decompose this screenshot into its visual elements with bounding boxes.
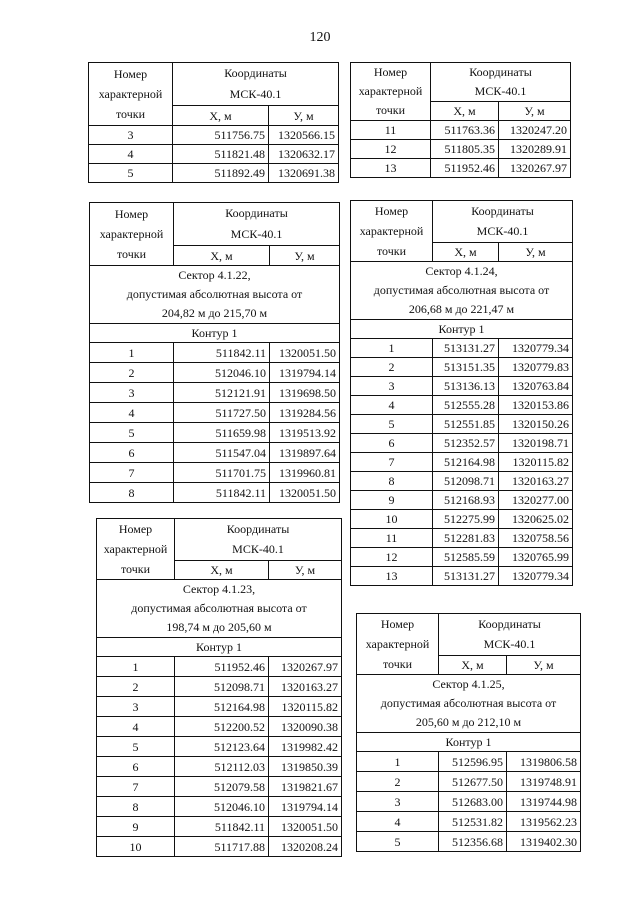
x-coordinate: 511727.50 [174, 403, 270, 423]
point-number: 4 [90, 403, 174, 423]
point-number: 10 [97, 837, 175, 857]
y-coordinate: 1319982.42 [269, 737, 342, 757]
sector-line: 198,74 м до 205,60 м [166, 620, 272, 634]
x-coordinate: 513151.35 [433, 358, 499, 377]
point-number: 7 [97, 777, 175, 797]
table-row [97, 677, 342, 697]
y-coordinate: 1320247.20 [499, 121, 571, 140]
point-number: 5 [351, 415, 433, 434]
x-coordinate: 512585.59 [433, 548, 499, 567]
header-label-line: характерной [358, 84, 423, 98]
header-label-line: характерной [359, 224, 424, 238]
y-coordinate: 1320115.82 [499, 453, 573, 472]
table-row [357, 792, 581, 812]
y-coordinate: 1320779.34 [499, 567, 573, 586]
sector-line: Сектор 4.1.22, [178, 268, 251, 282]
y-coordinate: 1320267.97 [269, 657, 342, 677]
x-coordinate: 513131.27 [433, 339, 499, 358]
point-number: 8 [351, 472, 433, 491]
coordinates-header [433, 201, 573, 243]
y-coordinate: 1320758.56 [499, 529, 573, 548]
point-number-header [357, 614, 439, 675]
sector-description [351, 262, 573, 320]
header-label-line: МСК-40.1 [230, 227, 283, 241]
coordinates-header [175, 519, 342, 561]
y-coordinate: 1319748.91 [507, 772, 581, 792]
y-coordinate: 1320150.26 [499, 415, 573, 434]
x-coordinate: 512164.98 [433, 453, 499, 472]
x-coordinate: 511756.75 [173, 126, 269, 145]
point-number: 5 [97, 737, 175, 757]
point-number: 13 [351, 567, 433, 586]
header-label-line: Номер [114, 207, 149, 221]
point-number: 5 [357, 832, 439, 852]
point-number: 6 [90, 443, 174, 463]
x-coordinate: 511547.04 [174, 443, 270, 463]
table-row [351, 140, 571, 159]
table-row [351, 548, 573, 567]
x-coordinate: 512531.82 [439, 812, 507, 832]
sector-line: допустимая абсолютная высота от [373, 283, 550, 297]
header-label-line: Координаты [225, 206, 288, 220]
table-row [89, 145, 339, 164]
y-coordinate: 1319794.14 [269, 797, 342, 817]
header-label-line: характерной [365, 637, 430, 651]
header-label-line: Координаты [226, 522, 290, 537]
header-label-line: МСК-40.1 [476, 224, 529, 239]
point-number: 7 [90, 463, 174, 483]
y-coordinate: 1320691.38 [269, 164, 339, 183]
header-label-line: МСК-40.1 [232, 542, 284, 557]
x-coordinate: 512677.50 [439, 772, 507, 792]
y-coordinate: 1319402.30 [507, 832, 581, 852]
table-row [89, 126, 339, 145]
y-coordinate: 1320289.91 [499, 140, 571, 159]
table-row [351, 415, 573, 434]
table-row [90, 483, 340, 503]
point-number: 1 [357, 752, 439, 772]
table-row [351, 159, 571, 178]
header-label-line: Координаты [471, 204, 534, 219]
x-coordinate: 511952.46 [431, 159, 499, 178]
header-label-line: Номер [113, 67, 148, 81]
sector-row [351, 262, 573, 320]
table-row [97, 717, 342, 737]
y-coordinate: 1320163.27 [499, 472, 573, 491]
table-row [351, 567, 573, 586]
x-header: Х, м [431, 102, 499, 121]
point-number: 3 [89, 126, 173, 145]
y-coordinate: 1320090.38 [269, 717, 342, 737]
header-label-line: Координаты [478, 617, 541, 632]
y-coordinate: 1319794.14 [270, 363, 340, 383]
point-number: 12 [351, 548, 433, 567]
y-coordinate: 1319562.23 [507, 812, 581, 832]
contour-row [90, 324, 340, 343]
table-row [357, 772, 581, 792]
x-coordinate: 511701.75 [174, 463, 270, 483]
table-row [90, 343, 340, 363]
sector-line: допустимая абсолютная высота от [131, 601, 307, 615]
table-row [351, 121, 571, 140]
x-header: Х, м [173, 106, 269, 126]
x-coordinate: 512121.91 [174, 383, 270, 403]
x-coordinate: 511842.11 [175, 817, 269, 837]
header-row [357, 614, 581, 656]
y-coordinate: 1320153.86 [499, 396, 573, 415]
coordinates-table [89, 202, 340, 503]
y-header: У, м [507, 655, 581, 674]
y-coordinate: 1320765.99 [499, 548, 573, 567]
contour-label: Контур 1 [90, 324, 340, 343]
x-coordinate: 512275.99 [433, 510, 499, 529]
point-number-header [351, 63, 431, 121]
point-number: 3 [357, 792, 439, 812]
x-coordinate: 512555.28 [433, 396, 499, 415]
point-number-header [89, 63, 173, 126]
header-label-line: точки [120, 562, 151, 576]
x-coordinate: 511821.48 [173, 145, 269, 164]
sector-line: Сектор 4.1.24, [425, 264, 498, 278]
header-label-line: МСК-40.1 [229, 87, 282, 101]
table-row [97, 817, 342, 837]
contour-row [351, 320, 573, 339]
x-coordinate: 511842.11 [174, 343, 270, 363]
sector-description [357, 675, 581, 733]
contour-label: Контур 1 [97, 638, 342, 657]
y-header: У, м [269, 106, 339, 126]
point-number-header [97, 519, 175, 580]
point-number: 6 [97, 757, 175, 777]
point-number: 7 [351, 453, 433, 472]
sector-line: Сектор 4.1.25, [432, 677, 505, 691]
y-coordinate: 1320566.15 [269, 126, 339, 145]
table-row [351, 339, 573, 358]
header-label-line: Номер [373, 65, 408, 79]
table-row [351, 396, 573, 415]
sector-row [90, 266, 340, 324]
coordinates-header [174, 203, 340, 246]
x-coordinate: 512123.64 [175, 737, 269, 757]
x-coordinate: 512079.58 [175, 777, 269, 797]
x-coordinate: 511952.46 [175, 657, 269, 677]
x-coordinate: 512164.98 [175, 697, 269, 717]
point-number: 8 [90, 483, 174, 503]
x-coordinate: 511842.11 [174, 483, 270, 503]
y-coordinate: 1319513.92 [270, 423, 340, 443]
coordinates-header [431, 63, 571, 102]
y-coordinate: 1320277.00 [499, 491, 573, 510]
header-label-line: Номер [374, 204, 409, 218]
table-row [97, 797, 342, 817]
y-coordinate: 1319821.67 [269, 777, 342, 797]
point-number: 8 [97, 797, 175, 817]
point-number: 12 [351, 140, 431, 159]
table-row [351, 510, 573, 529]
table-row [357, 752, 581, 772]
x-coordinate: 512168.93 [433, 491, 499, 510]
x-coordinate: 512098.71 [433, 472, 499, 491]
sector-line: 204,82 м до 215,70 м [161, 306, 268, 320]
x-coordinate: 511659.98 [174, 423, 270, 443]
coordinates-table [96, 518, 342, 857]
y-coordinate: 1320163.27 [269, 677, 342, 697]
header-label-line: точки [116, 247, 147, 261]
point-number: 3 [351, 377, 433, 396]
header-label-line: точки [382, 657, 413, 671]
point-number: 10 [351, 510, 433, 529]
x-coordinate: 513131.27 [433, 567, 499, 586]
x-coordinate: 512596.95 [439, 752, 507, 772]
header-label-line: Координаты [224, 66, 287, 80]
y-coordinate: 1319284.56 [270, 403, 340, 423]
point-number: 1 [351, 339, 433, 358]
y-coordinate: 1320267.97 [499, 159, 571, 178]
x-coordinate: 512046.10 [174, 363, 270, 383]
point-number: 13 [351, 159, 431, 178]
point-number: 4 [357, 812, 439, 832]
table-row [97, 657, 342, 677]
sector-line: допустимая абсолютная высота от [380, 696, 557, 710]
y-coordinate: 1320051.50 [269, 817, 342, 837]
header-label-line: точки [375, 103, 406, 117]
coordinates-table [88, 62, 339, 183]
point-number: 2 [97, 677, 175, 697]
point-number: 4 [351, 396, 433, 415]
y-coordinate: 1320051.50 [270, 483, 340, 503]
coordinates-table [350, 62, 571, 178]
sector-line: допустимая абсолютная высота от [126, 287, 303, 301]
point-number: 2 [90, 363, 174, 383]
header-label-line: характерной [99, 227, 164, 241]
table-row [90, 403, 340, 423]
sector-row [97, 580, 342, 638]
table-row [97, 737, 342, 757]
coordinates-table [356, 613, 581, 852]
x-coordinate: 512281.83 [433, 529, 499, 548]
x-coordinate: 512112.03 [175, 757, 269, 777]
header-row [97, 519, 342, 561]
y-coordinate: 1319806.58 [507, 752, 581, 772]
table-row [97, 697, 342, 717]
point-number: 4 [97, 717, 175, 737]
point-number: 2 [351, 358, 433, 377]
table-row [97, 837, 342, 857]
table-row [357, 812, 581, 832]
table-row [90, 443, 340, 463]
table-row [90, 383, 340, 403]
table-row [351, 529, 573, 548]
page-number: 120 [309, 30, 331, 45]
y-coordinate: 1320051.50 [270, 343, 340, 363]
point-number: 11 [351, 529, 433, 548]
sector-description [90, 266, 340, 324]
x-coordinate: 513136.13 [433, 377, 499, 396]
header-row [89, 63, 339, 106]
header-label-line: МСК-40.1 [483, 637, 536, 652]
x-coordinate: 512046.10 [175, 797, 269, 817]
point-number: 3 [97, 697, 175, 717]
x-coordinate: 512683.00 [439, 792, 507, 812]
sector-line: 205,60 м до 212,10 м [415, 715, 522, 729]
table-row [351, 453, 573, 472]
table-row [97, 757, 342, 777]
point-number: 4 [89, 145, 173, 164]
point-number: 3 [90, 383, 174, 403]
sector-row [357, 675, 581, 733]
y-header: У, м [499, 242, 573, 261]
y-coordinate: 1319897.64 [270, 443, 340, 463]
y-coordinate: 1320625.02 [499, 510, 573, 529]
y-coordinate: 1320632.17 [269, 145, 339, 164]
x-coordinate: 512200.52 [175, 717, 269, 737]
point-number: 9 [97, 817, 175, 837]
header-label-line: Номер [118, 522, 153, 536]
header-label-line: МСК-40.1 [474, 84, 527, 98]
sector-line: Сектор 4.1.23, [182, 582, 256, 596]
table-row [351, 434, 573, 453]
point-number-header [351, 201, 433, 262]
contour-label: Контур 1 [357, 733, 581, 752]
table-row [351, 491, 573, 510]
coordinates-header [439, 614, 581, 656]
coordinates-header [173, 63, 339, 106]
y-coordinate: 1319698.50 [270, 383, 340, 403]
contour-row [97, 638, 342, 657]
header-row [351, 63, 571, 102]
contour-label: Контур 1 [351, 320, 573, 339]
y-coordinate: 1319850.39 [269, 757, 342, 777]
x-header: Х, м [174, 246, 270, 266]
header-label-line: характерной [98, 87, 163, 101]
point-number: 11 [351, 121, 431, 140]
table-row [90, 463, 340, 483]
x-coordinate: 512352.57 [433, 434, 499, 453]
x-coordinate: 511805.35 [431, 140, 499, 159]
x-coordinate: 511892.49 [173, 164, 269, 183]
point-number: 5 [89, 164, 173, 183]
x-coordinate: 512098.71 [175, 677, 269, 697]
header-label-line: характерной [103, 542, 168, 556]
y-coordinate: 1320208.24 [269, 837, 342, 857]
header-label-line: точки [115, 107, 146, 121]
header-row [90, 203, 340, 246]
x-header: Х, м [433, 242, 499, 261]
point-number: 6 [351, 434, 433, 453]
table-row [89, 164, 339, 183]
y-header: У, м [499, 102, 571, 121]
header-row [351, 201, 573, 243]
coordinates-table [350, 200, 573, 586]
point-number: 1 [90, 343, 174, 363]
y-coordinate: 1320779.83 [499, 358, 573, 377]
contour-row [357, 733, 581, 752]
point-number: 1 [97, 657, 175, 677]
point-number: 9 [351, 491, 433, 510]
header-label-line: Координаты [469, 65, 532, 79]
sector-line: 206,68 м до 221,47 м [408, 302, 515, 316]
x-coordinate: 512356.68 [439, 832, 507, 852]
y-coordinate: 1319744.98 [507, 792, 581, 812]
x-coordinate: 511763.36 [431, 121, 499, 140]
y-coordinate: 1319960.81 [270, 463, 340, 483]
header-label-line: точки [376, 244, 407, 258]
table-row [90, 363, 340, 383]
y-coordinate: 1320198.71 [499, 434, 573, 453]
table-row [351, 358, 573, 377]
table-row [90, 423, 340, 443]
point-number: 5 [90, 423, 174, 443]
x-coordinate: 511717.88 [175, 837, 269, 857]
x-coordinate: 512551.85 [433, 415, 499, 434]
point-number-header [90, 203, 174, 266]
y-header: У, м [269, 560, 342, 579]
y-header: У, м [270, 246, 340, 266]
header-label-line: Номер [380, 617, 415, 631]
table-row [351, 472, 573, 491]
x-header: Х, м [439, 655, 507, 674]
table-row [97, 777, 342, 797]
sector-description [97, 580, 342, 638]
y-coordinate: 1320763.84 [499, 377, 573, 396]
point-number: 2 [357, 772, 439, 792]
table-row [351, 377, 573, 396]
y-coordinate: 1320115.82 [269, 697, 342, 717]
y-coordinate: 1320779.34 [499, 339, 573, 358]
x-header: Х, м [175, 560, 269, 579]
table-row [357, 832, 581, 852]
